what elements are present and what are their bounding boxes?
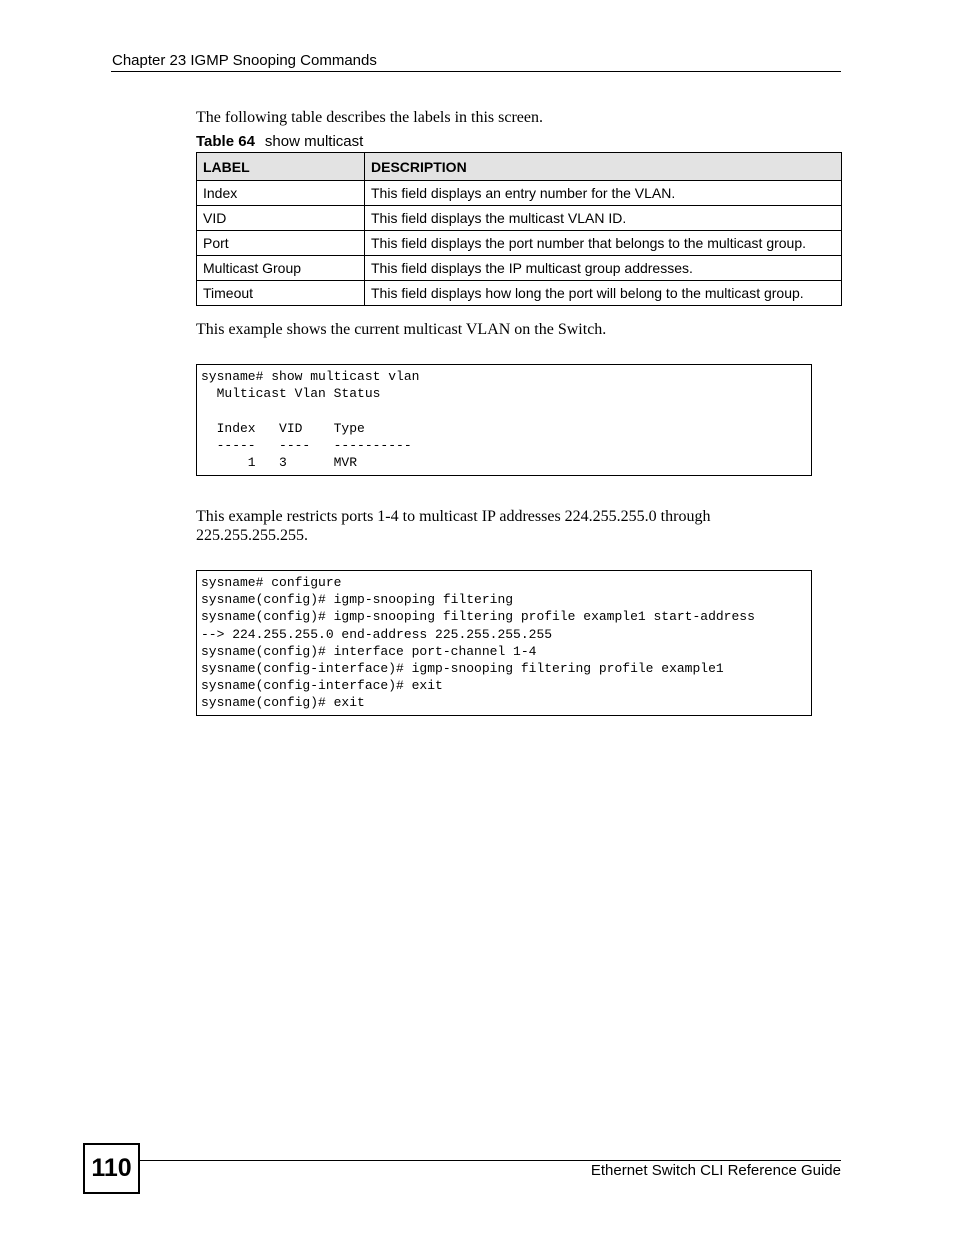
code-line: --> 224.255.255.0 end-address 225.255.255.255 — [201, 626, 553, 642]
row-description: This field displays the multicast VLAN ID. — [365, 206, 842, 231]
intro-paragraph: The following table describes the labels in this screen. — [196, 109, 544, 126]
label-description-table — [196, 152, 842, 306]
chapter-header: Chapter 23 IGMP Snooping Commands — [112, 52, 377, 69]
table-row — [197, 256, 842, 281]
page-number: 110 — [83, 1143, 140, 1194]
code-line: Multicast Vlan Status — [201, 386, 381, 402]
example1-code-block — [196, 364, 812, 476]
row-description: This field displays the port number that belongs to the multicast group. — [365, 231, 842, 256]
table-caption-number: Table 64 — [196, 133, 255, 150]
table-header-row — [197, 153, 842, 181]
code-line: sysname(config)# exit — [201, 695, 365, 711]
row-label: Multicast Group — [197, 256, 365, 281]
code-line: sysname(config)# igmp-snooping filtering — [201, 592, 514, 608]
code-line: sysname(config-interface)# igmp-snooping filtering profile example1 — [201, 660, 724, 676]
column-header-label: LABEL — [197, 153, 365, 181]
row-label: Index — [197, 181, 365, 206]
table-caption — [196, 133, 363, 150]
code-line: 1 3 MVR — [201, 454, 358, 470]
code-line: sysname# configure — [201, 575, 342, 590]
code-line: ----- ---- ---------- — [201, 437, 412, 453]
example1-paragraph: This example shows the current multicast VLAN on the Switch. — [196, 321, 607, 338]
table-row — [197, 181, 842, 206]
table-row — [197, 281, 842, 306]
code-line: sysname(config)# interface port-channel 1-4 — [201, 643, 537, 659]
code-line: sysname(config)# igmp-snooping filtering profile example1 start-address — [201, 609, 755, 625]
table-row — [197, 206, 842, 231]
row-description: This field displays the IP multicast group addresses. — [365, 256, 842, 281]
column-header-description: DESCRIPTION — [365, 153, 842, 181]
table-row — [197, 231, 842, 256]
code-line: sysname(config-interface)# exit — [201, 678, 443, 694]
row-label: Timeout — [197, 281, 365, 306]
row-label: VID — [197, 206, 365, 231]
header-divider — [111, 71, 841, 72]
guide-title: Ethernet Switch CLI Reference Guide — [590, 1162, 841, 1179]
code-line: Index VID Type — [201, 420, 365, 436]
code-line: sysname# show multicast vlan — [201, 369, 420, 384]
example2-code-block — [196, 570, 812, 716]
row-label: Port — [197, 231, 365, 256]
code-line — [201, 402, 807, 419]
row-description: This field displays how long the port will belong to the multicast group. — [365, 281, 842, 306]
footer-divider — [140, 1160, 841, 1161]
table-caption-title: show multicast — [264, 133, 364, 150]
example2-paragraph: This example restricts ports 1-4 to multicast IP addresses 224.255.255.0 through 225.255.255.255. — [196, 508, 711, 544]
row-description: This field displays an entry number for the VLAN. — [365, 181, 842, 206]
